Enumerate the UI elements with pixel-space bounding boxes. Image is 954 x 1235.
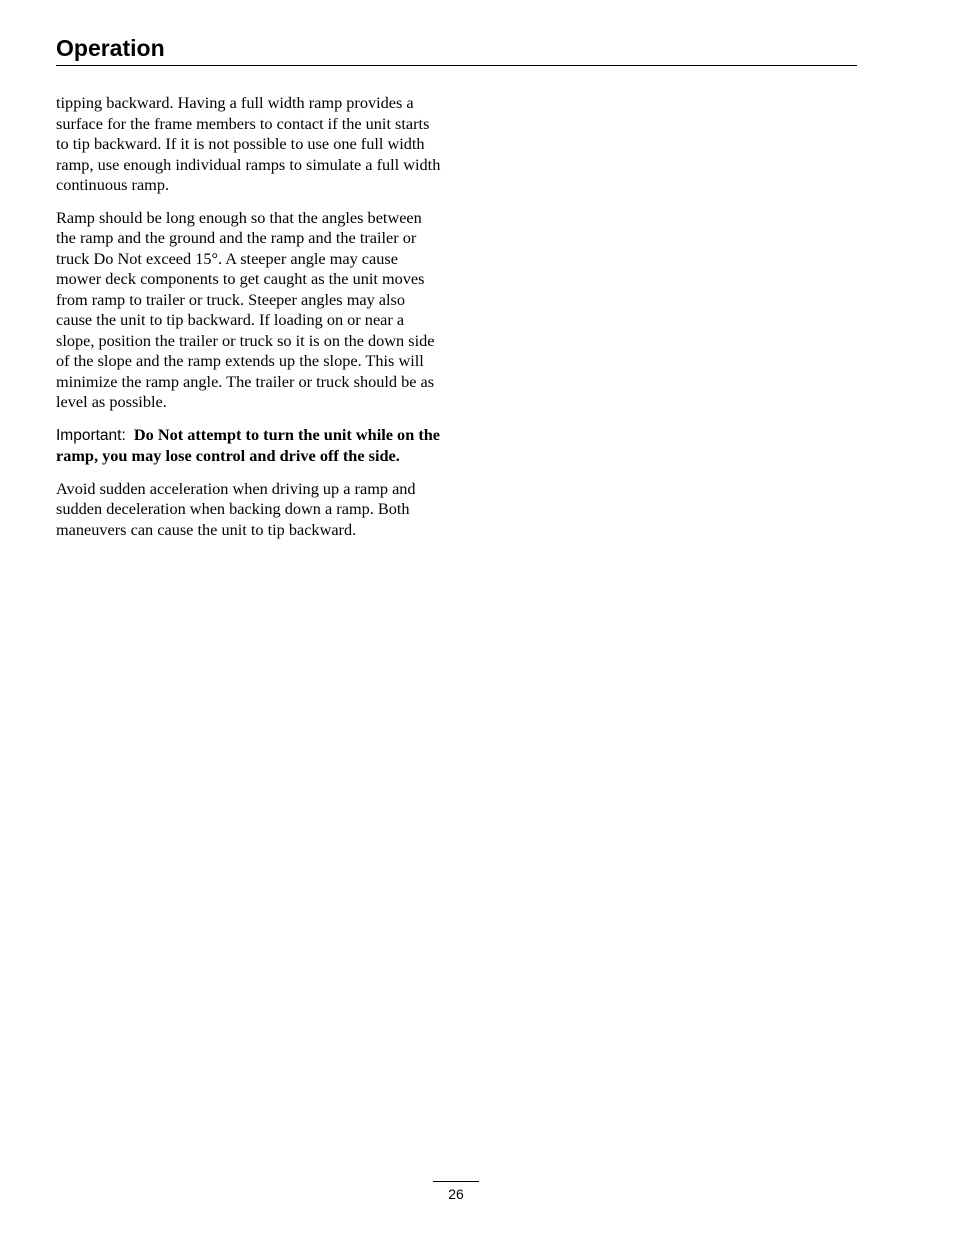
page-header (56, 32, 857, 66)
body-text-column (56, 93, 442, 552)
important-text: Do Not attempt to turn the unit while on the ramp, you may lose control and drive off the side. (56, 424, 441, 465)
page-number: 26 (433, 1181, 479, 1204)
paragraph-full-width-ramp: tipping backward. Having a full width ramp provides a surface for the frame members to contact if the unit starts to tip backward. If it is not possible to use one full width ramp, use enough individual ramps to simulate a full width continuous ramp. (56, 93, 441, 194)
paragraph-sudden-acceleration: Avoid sudden acceleration when driving up a ramp and sudden deceleration when backing down a ramp. Both maneuvers can cause the unit to tip backward. (56, 478, 416, 539)
section-title: Operation (56, 35, 165, 61)
important-note (56, 425, 442, 467)
important-label: Important: (56, 426, 126, 444)
paragraph-ramp-length: Ramp should be long enough so that the angles between the ramp and the ground and the ramp and the trailer or truck Do Not exceed 15°. A steeper angle may cause mower deck components to get caught as the unit moves from ramp to trailer or truck. Steeper angles may also cause the unit to tip backward. If loading on or near a slope, position the trailer or truck so it is on the down side of the slope and the ramp extends up the slope. This will minimize the ramp angle. The trailer or truck should be as level as possible. (56, 207, 435, 411)
